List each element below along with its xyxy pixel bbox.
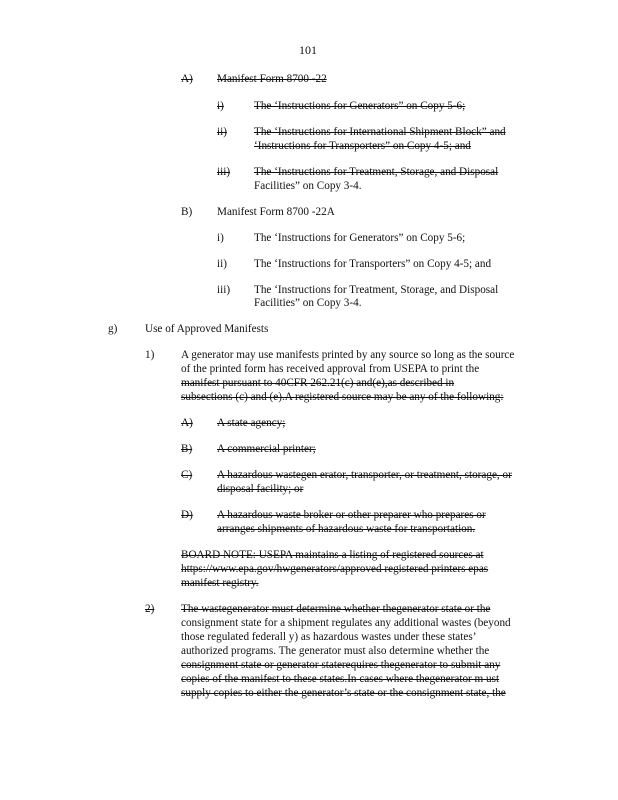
item-a-ii-text-2: ‘Instructions for Transporters” on Copy 4-5; and — [254, 140, 471, 152]
para-2-line-1: The wastegenerator must determine whether thegenerator state or the — [181, 603, 491, 615]
page-number: 101 — [299, 43, 317, 57]
sub-d-text-1: A hazardous waste broker or other preparer who prepares or — [217, 509, 486, 521]
item-a-ii-label: ii) — [217, 126, 227, 138]
sub-b-label: B) — [181, 443, 193, 455]
item-b-label: B) — [181, 206, 193, 218]
sub-a-text: A state agency; — [217, 417, 286, 429]
item-b-iii-label: iii) — [217, 284, 231, 296]
section-g-label: g) — [108, 323, 118, 335]
para-1-line-3: manifest pursuant to 40CFR 262.21(c) and(e),as described in — [181, 377, 455, 389]
para-1-line-2: of the printed form has received approval from USEPA to print the — [181, 363, 480, 375]
board-note-line-2: https://www.epa.gov/hwgenerators/approved registered printers epas — [181, 563, 489, 575]
para-2-line-7: supply copies to either the generator’s state or the consignment state, the — [181, 687, 506, 699]
para-2-line-3: those regulated federall y) as hazardous wastes under these states’ — [181, 631, 477, 643]
para-1-label: 1) — [145, 349, 155, 361]
item-a-i-label: i) — [217, 100, 224, 112]
para-1-line-4: subsections (c) and (e).A registered source may be any of the following: — [181, 391, 504, 403]
item-a-iii-text-1: The ‘Instructions for Treatment, Storage, and Disposal — [254, 166, 499, 178]
item-a-iii-text-2: Facilities” on Copy 3-4. — [254, 180, 362, 192]
para-2-label: 2) — [145, 603, 155, 615]
para-2-line-6: copies of the manifest to these states.In cases where thegenerator m ust — [181, 673, 500, 685]
para-2-line-2: consignment state for a shipment regulates any additional wastes (beyond — [181, 617, 511, 629]
item-b-ii-text: The ‘Instructions for Transporters” on Copy 4-5; and — [254, 258, 492, 270]
sub-c-label: C) — [181, 469, 193, 481]
sub-d-label: D) — [181, 509, 193, 521]
para-2-line-5: consignment state or generator staterequires thegenerator to submit any — [181, 659, 501, 671]
sub-d-text-2: arranges shipments of hazardous waste for transportation. — [217, 523, 476, 535]
para-1-line-1: A generator may use manifests printed by any source so long as the source — [181, 349, 515, 361]
section-g-title: Use of Approved Manifests — [145, 323, 269, 335]
item-b-ii-label: ii) — [217, 258, 227, 270]
item-b-iii-text-2: Facilities” on Copy 3-4. — [254, 297, 362, 309]
sub-c-text-1: A hazardous wastegen erator, transporter, or treatment, storage, or — [217, 469, 512, 481]
item-a-i-text: The ‘Instructions for Generators” on Copy 5-6; — [254, 100, 466, 112]
item-a-label: A) — [181, 73, 193, 85]
board-note-line-3: manifest registry. — [181, 577, 259, 589]
item-a-ii-text-1: The ‘Instructions for International Shipment Block” and — [254, 126, 506, 138]
sub-a-label: A) — [181, 417, 193, 429]
sub-c-text-2: disposal facility; or — [217, 483, 304, 495]
item-b-title: Manifest Form 8700 -22A — [217, 206, 335, 218]
board-note-line-1: BOARD NOTE: USEPA maintains a listing of registered sources at — [181, 549, 484, 561]
item-b-iii-text-1: The ‘Instructions for Treatment, Storage, and Disposal — [254, 284, 499, 296]
item-a-iii-label: iii) — [217, 166, 231, 178]
item-b-i-label: i) — [217, 232, 224, 244]
sub-b-text: A commercial printer; — [217, 443, 316, 455]
item-b-i-text: The ‘Instructions for Generators” on Copy 5-6; — [254, 232, 466, 244]
para-2-line-4: authorized programs. The generator must also determine whether the — [181, 645, 490, 657]
item-a-title: Manifest Form 8700 -22 — [217, 73, 327, 85]
